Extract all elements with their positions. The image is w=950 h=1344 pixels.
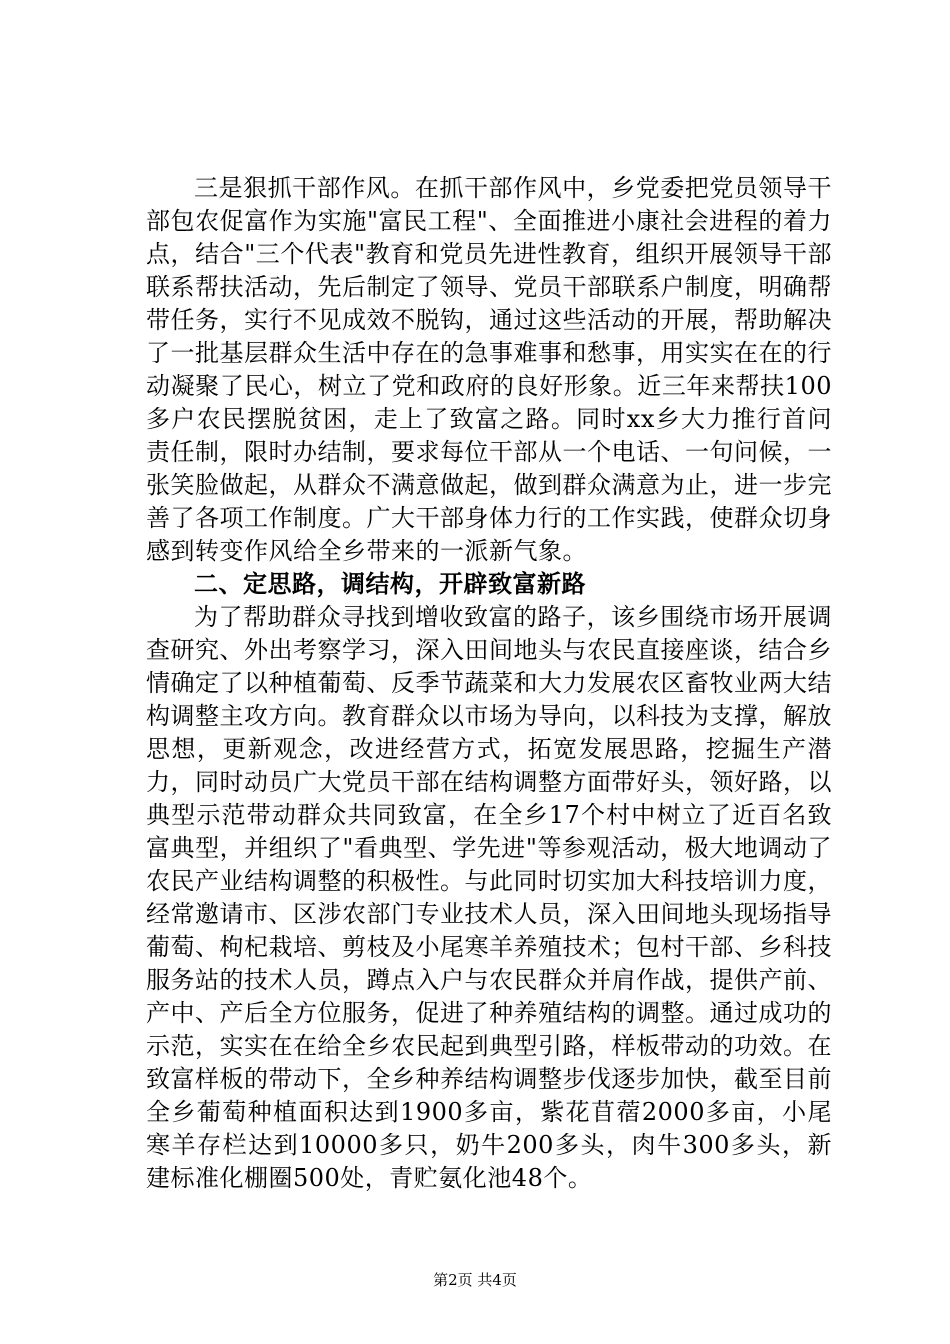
page-number-footer: 第2页 共4页 [433,1271,517,1289]
paragraph-cadre-style: 三是狠抓干部作风。在抓干部作风中，乡党委把党员领导干部包农促富作为实施"富民工程"、全面推进小康社会进程的着力点，结合"三个代表"教育和党员先进性教育，组织开展领导干部联系帮扶活动，先后制定了领导、党员干部联系户制度，明确帮带任务，实行不见成效不脱钩，通过这些活动的开展，帮助解决了一批基层群众生活中存在的急事难事和愁事，用实实在在的行动凝聚了民心，树立了党和政府的良好形象。近三年来帮扶100多户农民摆脱贫困，走上了致富之路。同时xx乡大力推行首问责任制，限时办结制，要求每位干部从一个电话、一句问候，一张笑脸做起，从群众不满意做起，做到群众满意为止，进一步完善了各项工作制度。广大干部身体力行的工作实践，使群众切身感到转变作风给全乡带来的一派新气象。 [146,174,832,565]
document-body [146,172,832,1195]
paragraph-structure-adjustment: 为了帮助群众寻找到增收致富的路子，该乡围绕市场开展调查研究、外出考察学习，深入田间地头与农民直接座谈，结合乡情确定了以种植葡萄、反季节蔬菜和大力发展农区畜牧业两大结构调整主攻方向。教育群众以市场为导向，以科技为支撑，解放思想，更新观念，改进经营方式，拓宽发展思路，挖掘生产潜力，同时动员广大党员干部在结构调整方面带好头，领好路，以典型示范带动群众共同致富，在全乡17个村中树立了近百名致富典型，并组织了"看典型、学先进"等参观活动，极大地调动了农民产业结构调整的积极性。与此同时切实加大科技培训力度，经常邀请市、区涉农部门专业技术人员，深入田间地头现场指导葡萄、枸杞栽培、剪枝及小尾寒羊养殖技术；包村干部、乡科技服务站的技术人员，蹲点入户与农民群众并肩作战，提供产前、产中、产后全方位服务，促进了种养殖结构的调整。通过成功的示范，实实在在给全乡农民起到典型引路，样板带动的功效。在致富样板的带动下，全乡种养结构调整步伐逐步加快，截至目前全乡葡萄种植面积达到1900多亩，紫花苜蓿2000多亩，小尾寒羊存栏达到10000多只，奶牛200多头，肉牛300多头，新建标准化棚圈500处，青贮氨化池48个。 [146,603,832,1192]
section-heading: 二、定思路，调结构，开辟致富新路 [194,570,586,598]
